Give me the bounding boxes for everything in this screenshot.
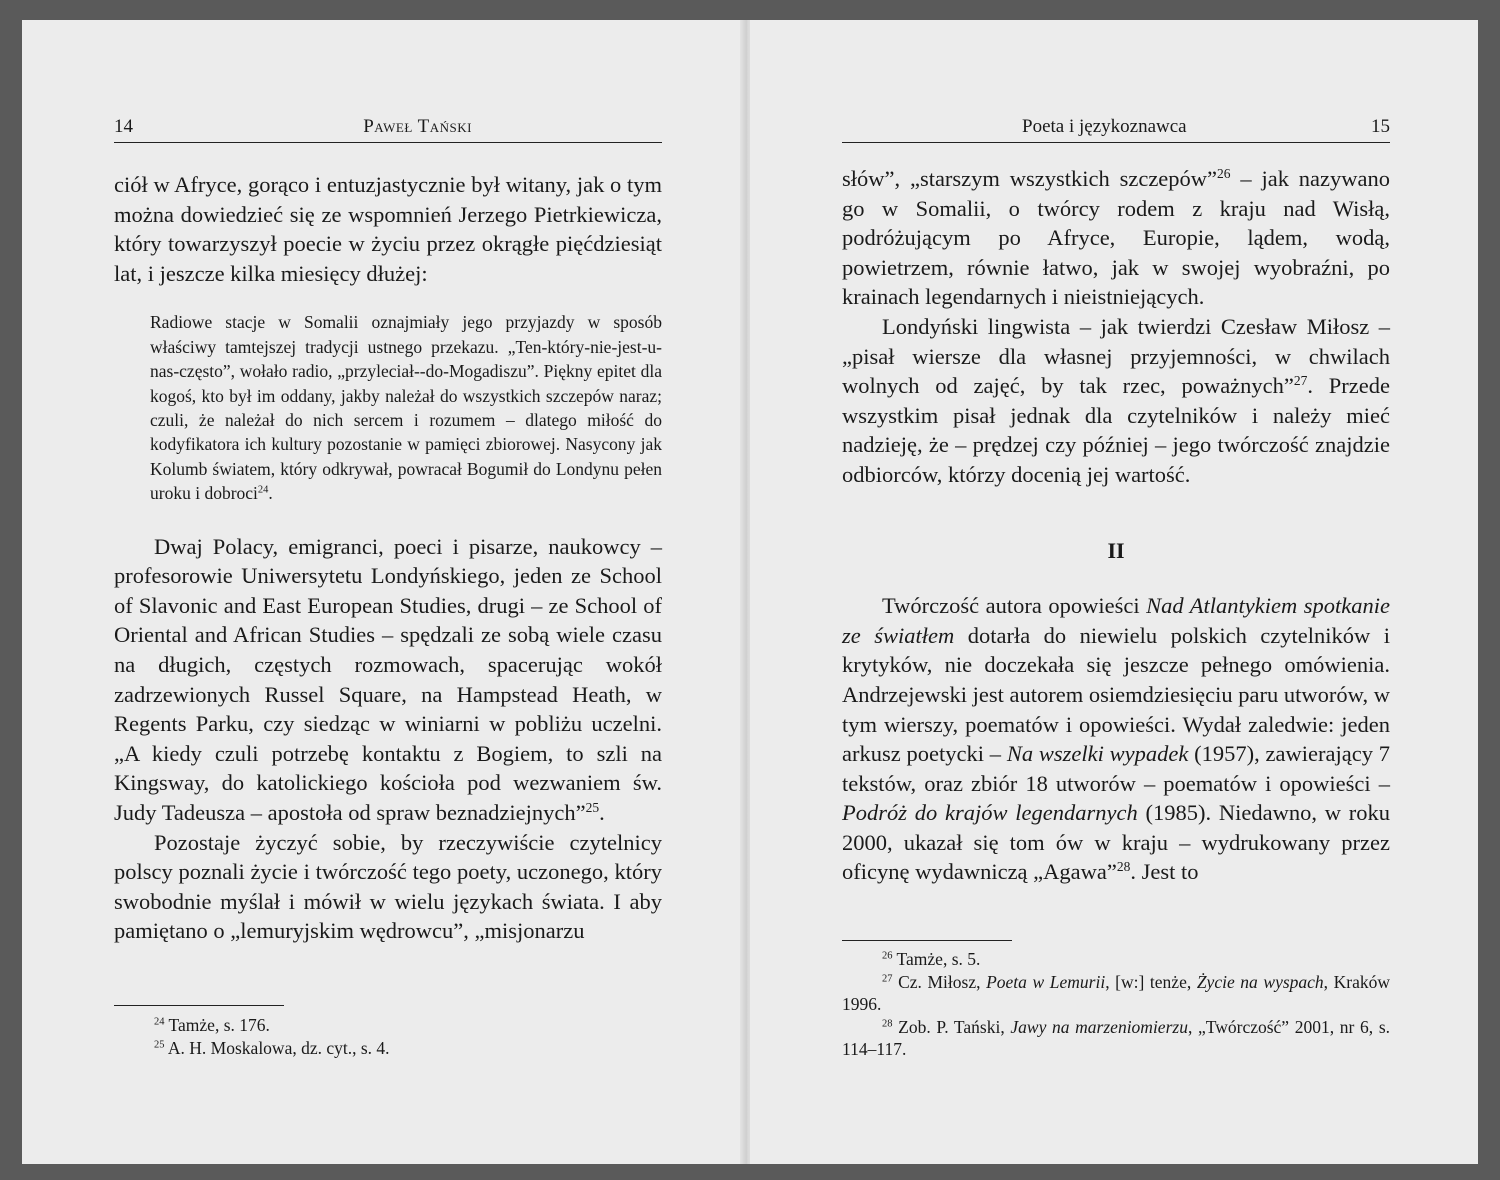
page-number: 14 — [114, 116, 133, 137]
paragraph: Pozostaje życzyć sobie, by rzeczywiście czytelnicy polscy poznali życie i twórczość tego poety, uczonego, który swobodnie myślał i mówił w wielu językach świata. I aby pamiętano o „lemuryjskim wędrowcu”, „misjonarzu — [114, 829, 662, 944]
section-heading: II — [1107, 537, 1125, 563]
page-number: 15 — [1371, 116, 1390, 137]
left-footnotes — [114, 1014, 662, 1059]
footnote-number: 27 — [882, 973, 893, 985]
footnote-rule — [842, 940, 1012, 941]
footnote-number: 28 — [882, 1018, 893, 1030]
footnote-title: Jawy na marzeniomierzu — [1010, 1016, 1188, 1037]
paragraph — [842, 312, 1390, 490]
text: . Jest to — [1130, 859, 1199, 885]
text: dotarła do niewielu polskich czytelników i krytyków, nie doczekała się jeszcze pełnego omówienia. Andrzejewski jest autorem osiemdziesięciu paru utworów, w tym wierszy, poematów i opowieści. Wydał zaledwie: jeden arkusz poetycki – — [842, 622, 1391, 767]
paragraph-end: . — [599, 799, 605, 825]
paragraph — [842, 164, 1390, 312]
footnote-text: , [w:] tenże, — [1105, 971, 1197, 992]
text: Londyński lingwista – jak twierdzi Czesław Miłosz – „pisał wiersze dla własnej przyjemności, w chwilach wolnych od zajęć, by tak rzec, poważnych” — [842, 313, 1390, 399]
text: . Przede wszystkim pisał jednak dla czytelników i należy mieć nadzieję, że – prędzej czy później – jego twórczość znajdzie odbiorców, którzy docenią jej wartość. — [842, 373, 1390, 487]
footnote — [114, 1037, 662, 1060]
footnote-ref: 28 — [1116, 859, 1131, 875]
footnote-title: Życie na wyspach — [1196, 971, 1324, 992]
text: (1957), zawierający 7 tekstów, oraz zbiór 18 utworów – poematów i opowieści – — [842, 741, 1390, 796]
left-page-body — [114, 170, 662, 946]
book-title: Na wszelki wypadek — [1006, 741, 1189, 767]
footnote — [842, 1016, 1390, 1061]
footnote-text: Tamże, s. 176. — [164, 1015, 270, 1035]
text: słów”, „starszym wszystkich szczepów” — [842, 166, 1218, 191]
right-page — [750, 20, 1478, 1164]
text: Twórczość autora opowieści — [882, 593, 1147, 619]
footnote-rule — [114, 1005, 284, 1006]
footnote-text: A. H. Moskalowa, dz. cyt., s. 4. — [164, 1037, 390, 1058]
left-page — [22, 20, 745, 1164]
footnote-number: 26 — [882, 950, 893, 962]
right-page-body — [842, 164, 1390, 887]
paragraph — [114, 532, 662, 828]
left-page-header — [114, 116, 662, 143]
footnote-title: Poeta w Lemurii — [986, 971, 1106, 992]
text: (1985). Niedawno, w roku 2000, ukazał się tom ów w kraju – wydrukowany przez oficynę wydawniczą „Agawa” — [842, 800, 1390, 885]
footnote-ref: 24 — [257, 484, 269, 496]
right-page-header — [842, 116, 1390, 143]
right-footnotes — [842, 948, 1390, 1061]
book-title: Podróż do krajów legendarnych — [842, 800, 1138, 826]
quote-end: . — [268, 483, 273, 504]
footnote-text: Cz. Miłosz, — [892, 971, 987, 992]
text: – jak nazywano go w Somalii, o twórcy rodem z kraju nad Wisłą, podróżującym po Afryce, Europie, lądem, wodą, powietrzem, równie łatwo, jak w swojej wyobraźni, po krainach legendarnych i nieistniejących. — [842, 166, 1390, 310]
book-title: Nad Atlantykiem spotkanie ze światłem — [842, 593, 1390, 648]
paragraph — [842, 591, 1390, 887]
running-head-author: Paweł Tański — [363, 116, 472, 137]
paragraph: ciół w Afryce, gorąco i entuzjastycznie był witany, jak o tym można dowiedzieć się ze wspomnień Jerzego Pietrkiewicza, który towarzyszył poecie w życiu przez okrągłe pięćdziesiąt lat, i jeszcze kilka miesięcy dłużej: — [114, 172, 662, 286]
book-spread — [22, 20, 1478, 1164]
footnote-text: , Kraków 1996. — [842, 971, 1391, 1015]
footnote-number: 24 — [154, 1016, 165, 1028]
running-head-title: Poeta i językoznawca — [1022, 116, 1187, 137]
footnote-ref: 26 — [1217, 165, 1231, 181]
block-quote — [150, 310, 662, 505]
paragraph-text: Dwaj Polacy, emigranci, poeci i pisarze, naukowcy – profesorowie Uniwersytetu Londyńskiego, jeden ze School of Slavonic and East European Studies, drugi – ze School of Oriental and African Studies – spędzali ze sobą wiele czasu na długich, częstych rozmowach, spacerując wokół zadrzewionych Russel Square, na Hampstead Heath, w Regents Parku, czy siedząc w winiarni w pobliżu uczelni. „A kiedy czuli potrzebę kontaktu z Bogiem, to szli na Kingsway, do katolickiego kościoła pod wezwaniem św. Judy Tadeusza – apostoła od spraw beznadziejnych” — [114, 533, 662, 825]
footnote-number: 25 — [154, 1039, 165, 1051]
footnote-ref: 25 — [585, 799, 600, 815]
footnote-text: , „Twórczość” 2001, nr 6, s. 114–117. — [842, 1016, 1391, 1060]
footnote — [842, 948, 1390, 971]
footnote-text: Zob. P. Tański, — [892, 1016, 1011, 1037]
quote-text: Radiowe stacje w Somalii oznajmiały jego przyjazdy w sposób właściwy tamtejszej tradycji ustnego przekazu. „Ten-który-nie-jest-u-nas-często”, wołało radio, „przyleciał--do-Mogadiszu”. Piękny epitet dla kogoś, kto był im oddany, jakby należał do wszystkich szczepów naraz; czuli, że należał do nich sercem i rozumem – dlatego miłość do kodyfikatora ich kultury pozostanie w pamięci zbiorowej. Nasycony jak Kolumb światem, który odkrywał, powracał Bogumił do Londynu pełen uroku i dobroci — [150, 312, 662, 504]
footnote — [114, 1014, 662, 1037]
footnote-text: Tamże, s. 5. — [892, 949, 981, 969]
footnote — [842, 971, 1390, 1016]
footnote-ref: 27 — [1293, 373, 1308, 389]
